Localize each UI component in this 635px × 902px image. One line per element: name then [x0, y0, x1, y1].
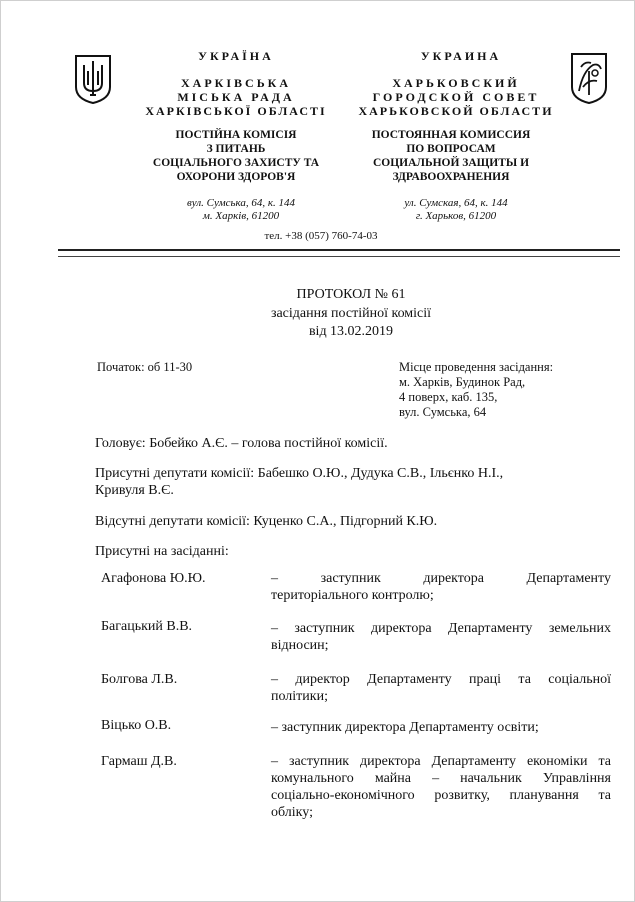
ru-commission-line-2: ПО ВОПРОСАМ: [406, 143, 496, 155]
protocol-title: ПРОТОКОЛ № 61: [296, 287, 406, 302]
venue-line-1: Місце проведення засідання:: [399, 360, 554, 374]
meeting-start-time: Початок: об 11-30: [97, 360, 193, 374]
protocol-subtitle: засідання постійної комісії: [270, 306, 432, 321]
ua-commission-line-4: ОХОРОНИ ЗДОРОВ'Я: [176, 171, 296, 183]
attendee-name: Агафонова Ю.Ю.: [101, 571, 206, 586]
attendee-role-line: – директор Департаменту праці та соціальної: [271, 672, 611, 687]
ua-address-line-2: м. Харків, 61200: [202, 210, 280, 222]
ua-commission-line-1: ПОСТІЙНА КОМІСІЯ: [175, 129, 297, 141]
attendee-role-line: – заступник директора Департаменту економіки та: [271, 754, 611, 769]
attendee-role-line: відносин;: [271, 638, 329, 653]
ua-council-line-2: МІСЬКА РАДА: [177, 90, 295, 104]
header-divider-thin: [58, 256, 620, 257]
ru-country: УКРАИНА: [420, 49, 502, 63]
ua-council-line-1: ХАРКІВСЬКА: [180, 76, 291, 90]
ru-address-line-2: г. Харьков, 61200: [415, 210, 497, 222]
attendee-name: Віцько О.В.: [101, 718, 172, 733]
ua-commission-line-2: З ПИТАНЬ: [206, 143, 266, 155]
ua-country: УКРАЇНА: [198, 49, 274, 63]
attendee-role-line: – заступник директора Департаменту земельних: [271, 621, 611, 636]
ru-council-line-2: ГОРОДСКОЙ СОВЕТ: [372, 90, 540, 104]
phone-number: тел. +38 (057) 760-74-03: [264, 230, 378, 242]
attendee-role-line: політики;: [271, 689, 328, 704]
attendee-role-line: – заступник директора Департаменту: [271, 571, 611, 586]
present-at-meeting-label: Присутні на засіданні:: [95, 544, 229, 559]
protocol-date: від 13.02.2019: [308, 324, 394, 339]
present-deputies-line-2: Кривуля В.Є.: [95, 483, 174, 498]
ua-commission-line-3: СОЦІАЛЬНОГО ЗАХИСТУ ТА: [152, 157, 320, 169]
ru-council-line-1: ХАРЬКОВСКИЙ: [392, 76, 520, 90]
ukraine-trident-emblem-icon: [73, 53, 113, 105]
ru-address-line-1: ул. Сумская, 64, к. 144: [404, 197, 508, 209]
attendee-role-line: територіального контролю;: [271, 588, 434, 603]
attendee-name: Багацький В.В.: [101, 619, 193, 634]
absent-deputies-line: Відсутні депутати комісії: Куценко С.А., Підгорний К.Ю.: [95, 514, 438, 529]
attendee-role-line: комунального майна – начальник Управління: [271, 771, 611, 786]
attendee-role-line: соціально-економічного розвитку, планування та: [271, 788, 611, 803]
kharkiv-coat-of-arms-icon: [569, 51, 609, 105]
ru-council-line-3: ХАРЬКОВСКОЙ ОБЛАСТИ: [358, 104, 554, 118]
header-divider-thick: [58, 249, 620, 251]
attendee-role-line: – заступник директора Департаменту освіти;: [271, 720, 539, 735]
ru-commission-line-4: ЗДРАВООХРАНЕНИЯ: [392, 171, 510, 183]
attendee-name: Гармаш Д.В.: [101, 754, 177, 769]
ru-commission-line-3: СОЦИАЛЬНОЙ ЗАЩИТЫ И: [372, 157, 530, 169]
ua-council-line-3: ХАРКІВСЬКОЇ ОБЛАСТІ: [145, 104, 327, 118]
venue-line-4: вул. Сумська, 64: [399, 405, 487, 419]
chair-line: Головує: Бобейко А.Є. – голова постійної комісії.: [95, 436, 388, 451]
venue-line-3: 4 поверх, каб. 135,: [399, 390, 498, 404]
venue-line-2: м. Харків, Будинок Рад,: [399, 375, 526, 389]
present-deputies-line-1: Присутні депутати комісії: Бабешко О.Ю., Дудука С.В., Ільєнко Н.І.,: [95, 466, 504, 481]
attendee-name: Болгова Л.В.: [101, 672, 178, 687]
ua-address-line-1: вул. Сумська, 64, к. 144: [186, 197, 296, 209]
attendee-role-line: обліку;: [271, 805, 313, 820]
ru-commission-line-1: ПОСТОЯННАЯ КОМИССИЯ: [371, 129, 531, 141]
